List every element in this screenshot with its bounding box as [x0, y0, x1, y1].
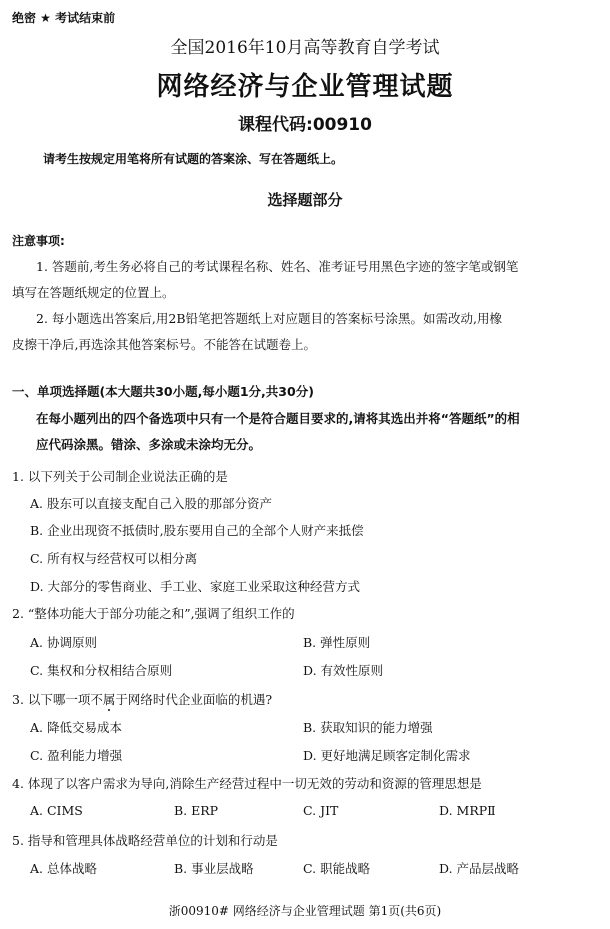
question-3-option-b: B. 获取知识的能力增强: [303, 720, 433, 735]
part-instruction-line-2: 应代码涂黑。错涂、多涂或未涂均无分。: [36, 437, 262, 452]
question-2-option-c: C. 集权和分权相结合原则: [30, 663, 173, 678]
question-4-option-b: B. ERP: [174, 803, 219, 818]
question-1-option-a: A. 股东可以直接支配自己入股的那部分资产: [30, 496, 272, 511]
question-3-emphasis: 不属于: [90, 692, 128, 707]
part-heading: 一、单项选择题(本大题共30小题,每小题1分,共30分): [12, 384, 314, 399]
notice-item-2-line-2: 皮擦干净后,再选涂其他答案标号。不能答在试题卷上。: [12, 337, 316, 352]
question-3-stem-prefix: 3. 以下哪一项: [12, 692, 91, 707]
page-title: 网络经济与企业管理试题: [156, 72, 454, 102]
notice-item-2-line-1: 2. 每小题选出答案后,用2B铅笔把答题纸上对应题目的答案标号涂黑。如需改动,用橡: [36, 311, 502, 326]
question-5-option-b: B. 事业层战略: [174, 861, 254, 876]
question-2-option-b: B. 弹性原则: [303, 635, 371, 650]
confidential-mark: 绝密 ★ 考试结束前: [12, 11, 116, 25]
notice-item-1-line-1: 1. 答题前,考生务必将自己的考试课程名称、姓名、准考证号用黑色字迹的签字笔或钢笔: [36, 259, 519, 274]
question-5-option-c: C. 职能战略: [303, 861, 371, 876]
question-5-option-d: D. 产品层战略: [439, 861, 520, 876]
question-2-option-d: D. 有效性原则: [303, 663, 384, 678]
notice-item-1-line-2: 填写在答题纸规定的位置上。: [12, 285, 175, 300]
question-1-stem: 1. 以下列关于公司制企业说法正确的是: [12, 469, 228, 484]
exam-session-line: 全国2016年10月高等教育自学考试: [170, 38, 440, 58]
question-4-option-a: A. CIMS: [30, 803, 83, 818]
question-5-stem: 5. 指导和管理具体战略经营单位的计划和行动是: [12, 833, 278, 848]
question-1-option-b: B. 企业出现资不抵债时,股东要用自己的全部个人财产来抵偿: [30, 523, 364, 538]
question-3-option-d: D. 更好地满足顾客定制化需求: [303, 748, 471, 763]
notice-heading: 注意事项:: [12, 234, 65, 248]
question-2-stem: 2. “整体功能大于部分功能之和”,强调了组织工作的: [12, 606, 295, 621]
question-4-option-d: D. MRPⅡ: [439, 803, 496, 818]
question-5-option-a: A. 总体战略: [30, 861, 97, 876]
question-1-option-c: C. 所有权与经营权可以相分离: [30, 551, 198, 566]
answer-instruction: 请考生按规定用笔将所有试题的答案涂、写在答题纸上。: [43, 152, 344, 166]
question-3-option-c: C. 盈利能力增强: [30, 748, 123, 763]
question-4-option-c: C. JIT: [303, 803, 339, 818]
question-4-stem: 4. 体现了以客户需求为导向,消除生产经营过程中一切无效的劳动和资源的管理思想是: [12, 776, 482, 791]
question-3-stem: [12, 690, 272, 708]
question-1-option-d: D. 大部分的零售商业、手工业、家庭工业采取这种经营方式: [30, 579, 361, 594]
page-footer: 浙00910# 网络经济与企业管理试题 第1页(共6页): [168, 904, 442, 918]
section-title: 选择题部分: [267, 191, 343, 209]
question-2-option-a: A. 协调原则: [30, 635, 97, 650]
part-instruction-line-1: 在每小题列出的四个备选项中只有一个是符合题目要求的,请将其选出并将“答题纸”的相: [36, 411, 520, 426]
question-3-stem-suffix: 网络时代企业面临的机遇?: [127, 692, 273, 707]
question-3-option-a: A. 降低交易成本: [30, 720, 122, 735]
course-code: 课程代码:00910: [238, 115, 372, 135]
